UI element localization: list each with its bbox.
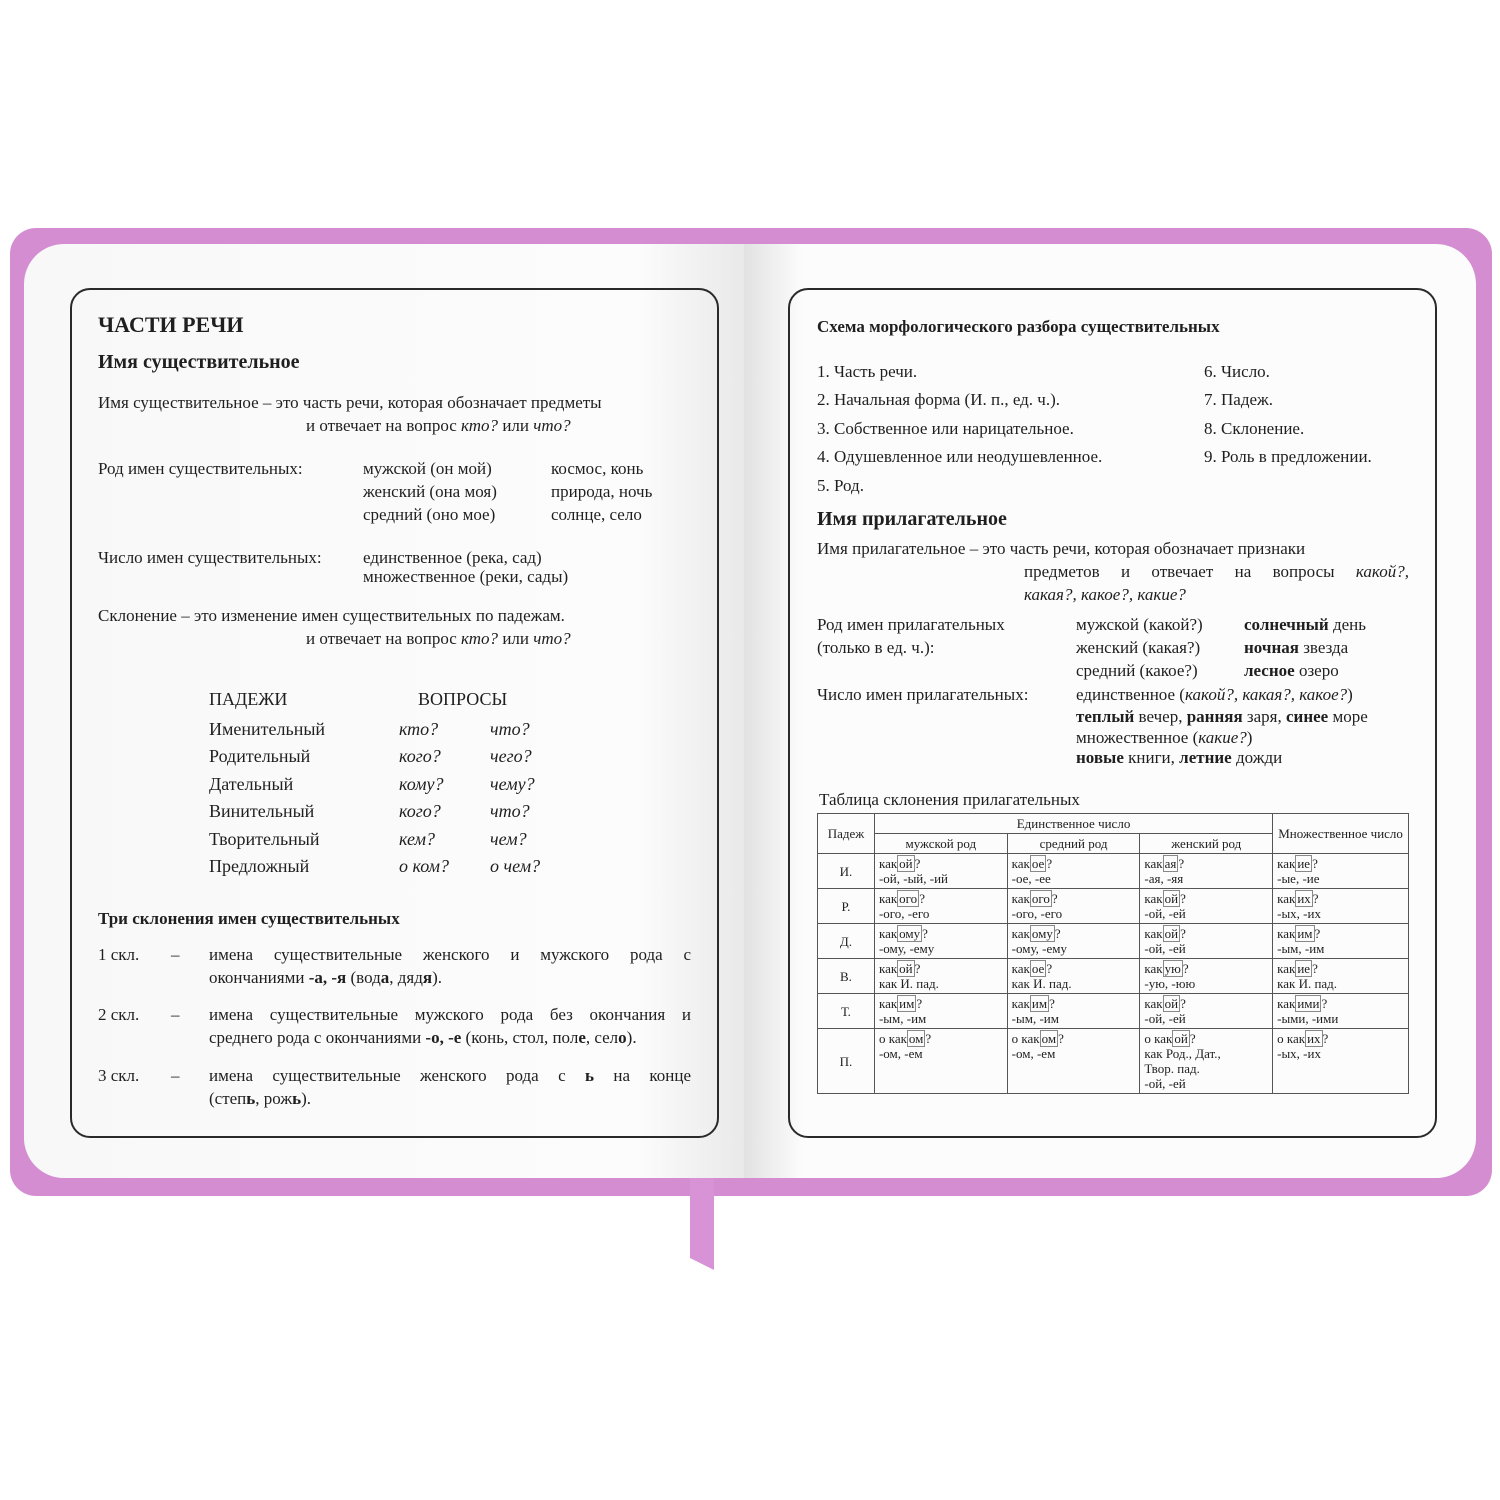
word-ending: ими (1297, 996, 1320, 1011)
word-stem: как (1144, 961, 1163, 976)
header-masculine: мужской род (874, 834, 1007, 854)
question-word (1144, 1031, 1268, 1046)
case-question: кому? (399, 774, 444, 794)
question-word (879, 926, 1003, 941)
question-mark: ? (1312, 891, 1319, 906)
question-word (1012, 996, 1136, 1011)
word-ending: ие (1297, 856, 1311, 871)
ending-note: -ого, -его (1011, 906, 1063, 921)
word-stem: как (878, 961, 898, 976)
case-name: Предложный (209, 856, 310, 876)
word-stem: как (1144, 996, 1163, 1011)
decl3-line1: имена существительные женского рода с ь на конце (209, 1066, 691, 1085)
declension-table-title: Таблица склонения прилагательных (819, 790, 1080, 809)
question-word (1277, 1031, 1404, 1046)
question-word (1012, 961, 1136, 976)
decl2-dash: – (171, 1005, 180, 1024)
adj-singular: единственное (какой?, какая?, какое?) (1076, 685, 1353, 704)
decl1-label: 1 скл. (98, 945, 140, 964)
header-plural: Множественное число (1273, 814, 1409, 854)
word-stem: как (1011, 891, 1030, 906)
word-stem: о как (1277, 1031, 1306, 1046)
word-stem: как (1011, 961, 1030, 976)
table-row (818, 994, 1409, 1029)
table-cell (874, 1029, 1007, 1094)
table-cell (1007, 994, 1140, 1029)
word-ending: ому (1031, 926, 1053, 941)
word-ending: их (1307, 1031, 1321, 1046)
table-cell (874, 959, 1007, 994)
table-cell (1273, 924, 1409, 959)
adj-gender-item: мужской (какой?) (1076, 615, 1203, 634)
decl1-dash: – (171, 945, 180, 964)
ending-note: -ого, -его (878, 906, 930, 921)
question-mark: ? (1180, 996, 1186, 1011)
question-mark: ? (1178, 856, 1185, 871)
ending-note: -ыми, -ими (1277, 1011, 1339, 1026)
table-row (818, 854, 1409, 889)
question-mark: ? (1321, 996, 1328, 1011)
case-name: Дательный (209, 774, 294, 794)
scheme-item: 8. Склонение. (1204, 419, 1305, 438)
question-mark: ? (914, 961, 921, 976)
gender-examples: космос, конь (551, 459, 644, 478)
adj-gender-example: ночная звезда (1244, 638, 1349, 657)
question-word (1144, 891, 1268, 906)
table-cell (874, 854, 1007, 889)
question-word (1277, 891, 1404, 906)
case-name: Винительный (209, 801, 315, 821)
gender-examples: природа, ночь (551, 482, 653, 501)
scheme-item: 6. Число. (1204, 362, 1270, 381)
word-stem: о как (1011, 1031, 1040, 1046)
question-mark: ? (1054, 926, 1061, 941)
scheme-item: 5. Род. (817, 476, 864, 495)
question-mark: ? (914, 856, 921, 871)
question-word (1277, 856, 1404, 871)
word-stem: как (1011, 926, 1030, 941)
table-case-cell: В. (818, 959, 875, 994)
adjective-definition-line1: Имя прилагательное – это часть речи, которая обозначает признаки (817, 539, 1306, 558)
table-cell (874, 994, 1007, 1029)
case-question: что? (490, 801, 530, 821)
question-word (1144, 856, 1268, 871)
adj-gender-example: солнечный день (1244, 615, 1367, 634)
question-mark: ? (1314, 926, 1321, 941)
table-cell (1007, 889, 1140, 924)
question-mark: ? (919, 891, 925, 906)
adj-gender-label-note: (только в ед. ч.): (817, 638, 935, 657)
ending-note: -ым, -им (1011, 1011, 1059, 1026)
question-mark: ? (1322, 1031, 1329, 1046)
ending-note: -ой, -ей (1144, 941, 1186, 956)
gender-item: средний (оно мое) (363, 505, 496, 524)
word-ending: ое (1031, 961, 1045, 976)
table-cell (1273, 994, 1409, 1029)
ending-note: -ому, -ему (1011, 941, 1068, 956)
declension-definition-line1: Склонение – это изменение имен существительных по падежам. (98, 606, 565, 625)
word-ending: их (1297, 891, 1311, 906)
case-name: Родительный (209, 746, 311, 766)
question-word (1144, 961, 1268, 976)
page-title: ЧАСТИ РЕЧИ (98, 312, 244, 337)
table-body (818, 854, 1409, 1094)
table-row (818, 889, 1409, 924)
header-case: Падеж (818, 814, 875, 854)
questions-header: ВОПРОСЫ (418, 689, 508, 709)
word-ending: ой (1164, 926, 1179, 941)
question-mark: ? (916, 996, 923, 1011)
table-case-cell: Д. (818, 924, 875, 959)
ending-note: -ая, -яя (1144, 871, 1184, 886)
word-stem: как (878, 926, 898, 941)
table-cell (1007, 854, 1140, 889)
scheme-item: 2. Начальная форма (И. п., ед. ч.). (817, 390, 1060, 409)
question-word (879, 996, 1003, 1011)
ending-note: как И. пад. (1011, 976, 1072, 991)
question-mark: ? (922, 926, 928, 941)
case-question: кто? (399, 719, 439, 739)
word-ending: ом (908, 1031, 924, 1046)
word-stem: как (1011, 996, 1030, 1011)
word-ending: ого (1031, 891, 1050, 906)
scheme-item: 7. Падеж. (1204, 390, 1274, 409)
word-stem: как (878, 996, 898, 1011)
table-row (818, 959, 1409, 994)
table-cell (1140, 1029, 1273, 1094)
word-ending: им (1031, 996, 1048, 1011)
question-word (1277, 926, 1404, 941)
ending-note: как И. пад. (1277, 976, 1338, 991)
adj-gender-label: Род имен прилагательных (817, 615, 1005, 634)
ending-note: -ым, -им (878, 1011, 927, 1026)
scheme-item: 1. Часть речи. (817, 362, 918, 381)
table-header-row (818, 814, 1409, 834)
decl3-label: 3 скл. (98, 1066, 140, 1085)
table-cell (874, 889, 1007, 924)
noun-definition-line1: Имя существительное – это часть речи, которая обозначает предметы (98, 393, 602, 412)
ending-note: Твор. пад. (1144, 1061, 1200, 1076)
adjective-heading: Имя прилагательное (817, 508, 1007, 530)
word-ending: ого (899, 891, 918, 906)
word-ending: ом (1041, 1031, 1057, 1046)
ending-note: -ой, -ей (1144, 906, 1186, 921)
question-word (1144, 926, 1268, 941)
question-mark: ? (1312, 856, 1318, 871)
table-cell (1273, 1029, 1409, 1094)
header-feminine: женский род (1140, 834, 1273, 854)
word-ending: ой (1174, 1031, 1188, 1046)
word-stem: как (1144, 856, 1163, 871)
ending-note: -ом, -ем (1011, 1046, 1056, 1061)
table-cell (1007, 1029, 1140, 1094)
case-name: Творительный (209, 829, 320, 849)
ending-note: -ые, -ие (1277, 871, 1320, 886)
word-stem: как (1277, 961, 1296, 976)
word-ending: ому (899, 926, 921, 941)
question-word (879, 856, 1003, 871)
word-stem: как (1277, 926, 1296, 941)
table-cell (1140, 854, 1273, 889)
question-word (1277, 961, 1404, 976)
adjective-definition-line2: предметов и отвечает на вопросы какой?, (1024, 562, 1409, 581)
adj-singular-examples: теплый вечер, ранняя заря, синее море (1076, 707, 1368, 726)
question-word (1012, 891, 1136, 906)
word-ending: ой (1164, 891, 1179, 906)
word-stem: как (878, 856, 898, 871)
ending-note: как И. пад. (878, 976, 939, 991)
question-word (879, 961, 1003, 976)
table-cell (1140, 994, 1273, 1029)
gender-label: Род имен существительных: (98, 459, 303, 478)
word-ending: ой (1164, 996, 1179, 1011)
scheme-item: 9. Роль в предложении. (1204, 447, 1372, 466)
decl2-line1: имена существительные мужского рода без окончания и (209, 1005, 691, 1024)
decl1-line2: окончаниями -а, -я (вода, дядя). (209, 968, 442, 987)
ending-note: -ых, -их (1277, 906, 1321, 921)
question-mark: ? (1180, 926, 1186, 941)
noun-definition-line2: и отвечает на вопрос кто? или что? (306, 416, 571, 435)
case-question: о ком? (399, 856, 450, 876)
question-mark: ? (1182, 961, 1189, 976)
question-word (879, 891, 1003, 906)
word-stem: о как (1144, 1031, 1173, 1046)
word-stem: как (1277, 996, 1296, 1011)
case-question: чему? (490, 774, 535, 794)
table-case-cell: Р. (818, 889, 875, 924)
case-question: чем? (490, 829, 527, 849)
question-mark: ? (1049, 996, 1055, 1011)
scheme-heading: Схема морфологического разбора существительных (817, 317, 1220, 336)
question-mark: ? (1180, 891, 1186, 906)
gender-item: женский (она моя) (363, 482, 497, 501)
table-row (818, 924, 1409, 959)
ending-note: -ом, -ем (878, 1046, 923, 1061)
question-mark: ? (925, 1031, 932, 1046)
word-stem: как (878, 891, 898, 906)
cases-header: ПАДЕЖИ (209, 689, 288, 709)
question-word (1277, 996, 1404, 1011)
ending-note: -ое, -ее (1011, 871, 1051, 886)
ending-note: -ому, -ему (878, 941, 935, 956)
table-cell (1007, 959, 1140, 994)
case-question: о чем? (490, 856, 541, 876)
word-ending: ие (1297, 961, 1311, 976)
number-label: Число имен существительных: (98, 548, 322, 567)
decl2-line2: среднего рода с окончаниями -о, -е (конь, стол, поле, село). (209, 1028, 637, 1047)
case-name: Именительный (209, 719, 326, 739)
decl1-line1: имена существительные женского и мужского рода с (209, 945, 691, 964)
table-cell (1007, 924, 1140, 959)
case-question: кем? (399, 829, 435, 849)
decl2-label: 2 скл. (98, 1005, 140, 1024)
word-ending: им (899, 996, 915, 1011)
adj-gender-item: средний (какое?) (1076, 661, 1198, 680)
adjective-declension-table (817, 813, 1409, 1094)
header-neuter: средний род (1007, 834, 1140, 854)
table-cell (1140, 924, 1273, 959)
table-case-cell: Т. (818, 994, 875, 1029)
bookmark-ribbon (690, 1170, 714, 1270)
adj-gender-item: женский (какая?) (1076, 638, 1201, 657)
three-declensions-heading: Три склонения имен существительных (98, 909, 400, 928)
question-word (1012, 856, 1136, 871)
adj-number-label: Число имен прилагательных: (817, 685, 1029, 704)
decl3-line2: (степь, рожь). (209, 1089, 312, 1108)
adj-plural: множественное (какие?) (1076, 728, 1253, 747)
table-row (818, 1029, 1409, 1094)
ending-note: -ым, -им (1277, 941, 1325, 956)
ending-note: -ую, -юю (1144, 976, 1196, 991)
word-ending: ой (899, 856, 913, 871)
adj-plural-examples: новые книги, летние дожди (1076, 748, 1283, 767)
table-case-cell: И. (818, 854, 875, 889)
table-cell (874, 924, 1007, 959)
ending-note: -ой, -ей (1144, 1011, 1186, 1026)
case-question: чего? (490, 746, 532, 766)
table-cell (1140, 959, 1273, 994)
scheme-item: 3. Собственное или нарицательное. (817, 419, 1074, 438)
decl3-dash: – (171, 1066, 180, 1085)
question-word (1012, 1031, 1136, 1046)
case-question: что? (490, 719, 530, 739)
scheme-item: 4. Одушевленное или неодушевленное. (817, 447, 1103, 466)
adj-gender-example: лесное озеро (1244, 661, 1339, 680)
case-question: кого? (399, 746, 441, 766)
gender-item: мужской (он мой) (363, 459, 492, 478)
question-mark: ? (1046, 856, 1053, 871)
header-singular: Единственное число (874, 814, 1272, 834)
ending-note: -ой, -ей (1144, 1076, 1186, 1091)
ending-note: как Род., Дат., (1144, 1046, 1221, 1061)
question-mark: ? (1051, 891, 1058, 906)
question-mark: ? (1189, 1031, 1196, 1046)
word-stem: как (1277, 856, 1296, 871)
word-stem: как (1144, 891, 1163, 906)
table-cell (1273, 889, 1409, 924)
word-stem: как (1011, 856, 1030, 871)
word-stem: как (1277, 891, 1296, 906)
word-ending: ую (1164, 961, 1181, 976)
table-cell (1273, 854, 1409, 889)
table-cell (1140, 889, 1273, 924)
noun-heading: Имя существительное (98, 351, 300, 373)
question-word (879, 1031, 1003, 1046)
ending-note: -ых, -их (1277, 1046, 1321, 1061)
word-ending: ое (1031, 856, 1045, 871)
word-stem: о как (878, 1031, 907, 1046)
word-stem: как (1144, 926, 1163, 941)
declension-definition-line2: и отвечает на вопрос кто? или что? (306, 629, 571, 648)
question-word (1012, 926, 1136, 941)
word-ending: ая (1164, 856, 1177, 871)
word-ending: ой (899, 961, 913, 976)
question-mark: ? (1312, 961, 1318, 976)
ending-note: -ой, -ый, -ий (878, 871, 949, 886)
case-question: кого? (399, 801, 441, 821)
word-ending: им (1297, 926, 1313, 941)
table-cell (1273, 959, 1409, 994)
gender-examples: солнце, село (551, 505, 642, 524)
question-mark: ? (1046, 961, 1053, 976)
question-mark: ? (1058, 1031, 1064, 1046)
number-item: множественное (реки, сады) (363, 567, 569, 586)
adjective-definition-line3: какая?, какое?, какие? (1024, 585, 1186, 604)
number-item: единственное (река, сад) (363, 548, 542, 567)
table-case-cell: П. (818, 1029, 875, 1094)
question-word (1144, 996, 1268, 1011)
